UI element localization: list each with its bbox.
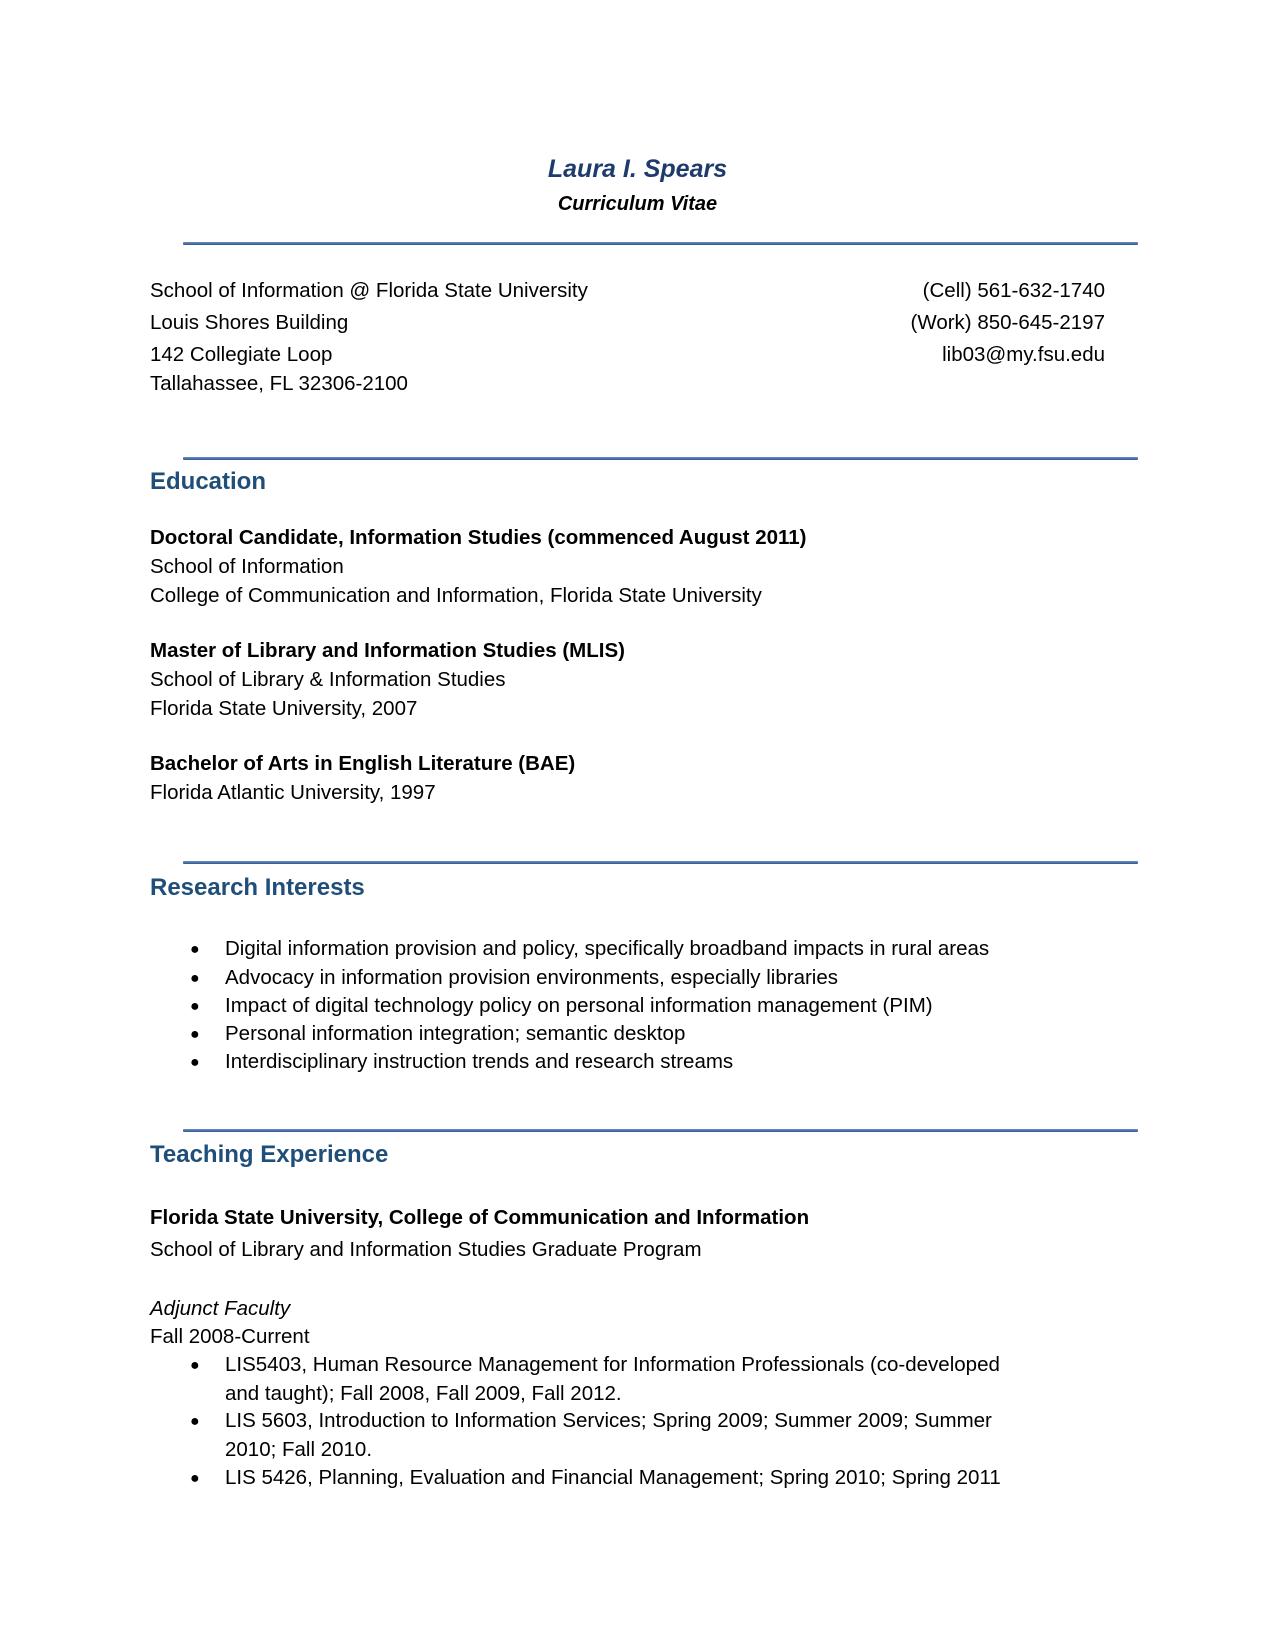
education-heading: Education bbox=[150, 468, 267, 495]
degree-line: School of Library & Information Studies bbox=[150, 668, 506, 691]
research-item: Advocacy in information provision environments, especially libraries bbox=[225, 966, 838, 989]
bullet-icon: ● bbox=[190, 1413, 200, 1430]
course-line: and taught); Fall 2008, Fall 2009, Fall 2012. bbox=[225, 1382, 622, 1405]
bullet-icon: ● bbox=[190, 1470, 200, 1487]
degree-line: School of Information bbox=[150, 555, 344, 578]
degree-title: Bachelor of Arts in English Literature (BAE) bbox=[150, 752, 576, 775]
cv-name: Laura I. Spears bbox=[547, 155, 728, 183]
cv-subtitle: Curriculum Vitae bbox=[557, 193, 718, 215]
bullet-icon: ● bbox=[190, 1054, 200, 1071]
degree-title: Doctoral Candidate, Information Studies (commenced August 2011) bbox=[150, 526, 807, 549]
cell-phone: (Cell) 561-632-1740 bbox=[922, 279, 1105, 302]
degree-line: College of Communication and Information, Florida State University bbox=[150, 584, 762, 607]
research-heading: Research Interests bbox=[150, 874, 365, 901]
degree-line: Florida Atlantic University, 1997 bbox=[150, 781, 436, 804]
research-item: Digital information provision and policy, specifically broadband impacts in rural areas bbox=[225, 937, 990, 960]
email-link[interactable]: lib03@my.fsu.edu bbox=[942, 343, 1105, 366]
bullet-icon: ● bbox=[190, 941, 200, 958]
research-item: Impact of digital technology policy on personal information management (PIM) bbox=[225, 994, 933, 1017]
course-line: LIS5403, Human Resource Management for Information Professionals (co-developed bbox=[225, 1353, 1000, 1376]
institution-name: Florida State University, College of Communication and Information bbox=[150, 1206, 810, 1229]
bullet-icon: ● bbox=[190, 998, 200, 1015]
teaching-heading: Teaching Experience bbox=[150, 1141, 389, 1168]
divider bbox=[183, 242, 1138, 245]
divider bbox=[183, 861, 1138, 864]
course-line: LIS 5426, Planning, Evaluation and Financial Management; Spring 2010; Spring 2011 bbox=[225, 1466, 1001, 1489]
address-line: Louis Shores Building bbox=[150, 311, 349, 334]
course-line: LIS 5603, Introduction to Information Services; Spring 2009; Summer 2009; Summer bbox=[225, 1409, 992, 1432]
course-line: 2010; Fall 2010. bbox=[225, 1438, 373, 1461]
divider bbox=[183, 1129, 1138, 1132]
role-period: Fall 2008-Current bbox=[150, 1325, 310, 1348]
address-line: Tallahassee, FL 32306-2100 bbox=[150, 372, 408, 395]
work-phone: (Work) 850-645-2197 bbox=[910, 311, 1105, 334]
program-name: School of Library and Information Studies Graduate Program bbox=[150, 1238, 702, 1261]
degree-title: Master of Library and Information Studies (MLIS) bbox=[150, 639, 625, 662]
divider bbox=[183, 457, 1138, 460]
degree-line: Florida State University, 2007 bbox=[150, 697, 418, 720]
address-line: School of Information @ Florida State University bbox=[150, 279, 588, 302]
role-title: Adjunct Faculty bbox=[150, 1297, 291, 1320]
bullet-icon: ● bbox=[190, 1357, 200, 1374]
research-item: Interdisciplinary instruction trends and research streams bbox=[225, 1050, 734, 1073]
research-item: Personal information integration; semantic desktop bbox=[225, 1022, 686, 1045]
address-line: 142 Collegiate Loop bbox=[150, 343, 333, 366]
bullet-icon: ● bbox=[190, 1026, 200, 1043]
bullet-icon: ● bbox=[190, 970, 200, 987]
